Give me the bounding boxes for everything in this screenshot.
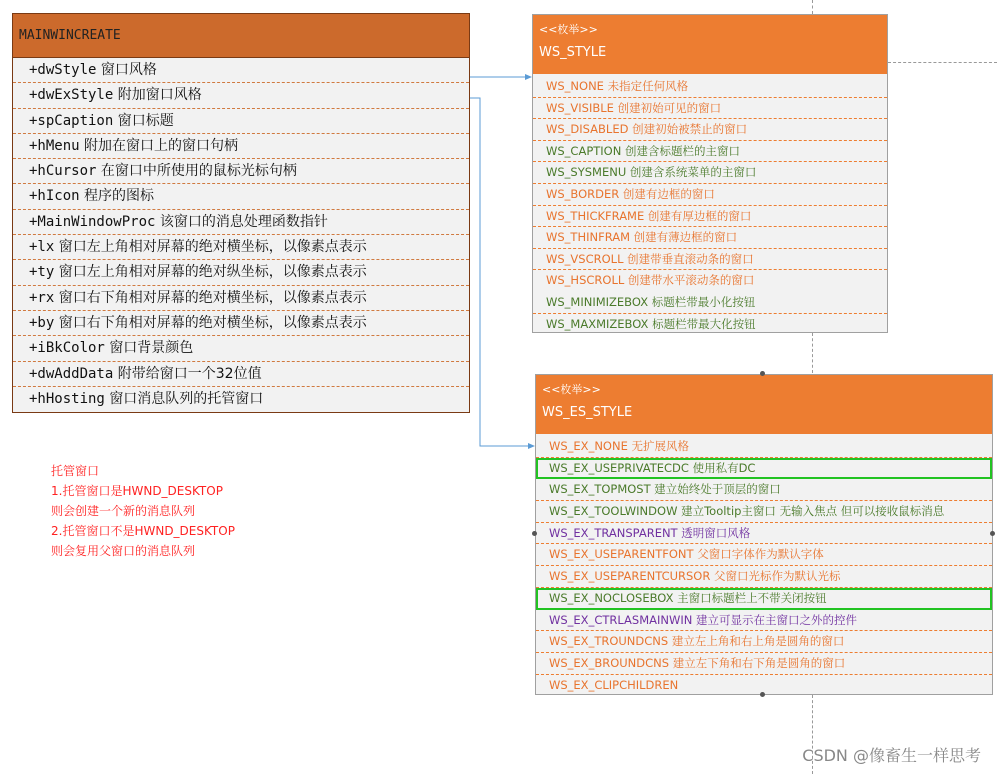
stereotype: <<枚举>> — [539, 23, 598, 36]
field-desc: 窗口右下角相对屏幕的绝对横坐标，以像素点表示 — [58, 289, 367, 306]
note-line: 1.托管窗口是HWND_DESKTOP — [51, 484, 223, 498]
note-line: 2.托管窗口不是HWND_DESKTOP — [51, 524, 235, 538]
enum-item: WS_EX_NONE 无扩展风格 — [536, 436, 992, 458]
enum-item: WS_MINIMIZEBOX 标题栏带最小化按钮 — [533, 292, 887, 314]
field-row — [13, 311, 469, 336]
enum-title: WS_STYLE — [539, 45, 607, 60]
field-row — [13, 159, 469, 184]
note-line: 则会复用父窗口的消息队列 — [51, 544, 196, 558]
stereotype: <<枚举>> — [542, 383, 601, 396]
field-name: +spCaption — [29, 112, 114, 129]
field-desc: 该窗口的消息处理函数指针 — [159, 213, 328, 230]
enum-item: WS_DISABLED 创建初始被禁止的窗口 — [533, 119, 887, 141]
enum-item: WS_EX_TRANSPARENT 透明窗口风格 — [536, 523, 992, 545]
mainwincreate-class-box — [12, 13, 470, 413]
field-row — [13, 210, 469, 235]
note-line: 则会创建一个新的消息队列 — [51, 504, 196, 518]
field-desc: 窗口右下角相对屏幕的绝对横坐标，以像素点表示 — [58, 314, 367, 331]
field-name: +lx — [29, 239, 55, 256]
enum-item: WS_EX_CLIPCHILDREN — [549, 677, 679, 692]
field-desc: 窗口左上角相对屏幕的绝对横坐标，以像素点表示 — [58, 239, 367, 256]
enum-item: WS_SYSMENU 创建含系统菜单的主窗口 — [533, 162, 887, 184]
enum-item: WS_EX_CTRLASMAINWIN 建立可显示在主窗口之外的控件 — [536, 610, 992, 632]
enum-item: WS_CAPTION 创建含标题栏的主窗口 — [533, 141, 887, 163]
field-desc: 附带给窗口一个32位值 — [117, 365, 262, 382]
field-desc: 窗口背景颜色 — [109, 340, 194, 357]
hosting-note — [51, 461, 235, 561]
field-row — [13, 109, 469, 134]
field-desc: 附加在窗口上的窗口句柄 — [84, 137, 239, 154]
enum-item: WS_NONE 未指定任何风格 — [533, 76, 887, 98]
field-name: +hIcon — [29, 188, 80, 205]
field-desc: 窗口标题 — [117, 112, 174, 129]
enum-item: WS_HSCROLL 创建带水平滚动条的窗口 — [546, 273, 755, 288]
field-name: +MainWindowProc — [29, 213, 156, 230]
watermark: CSDN @像畜生一样思考 — [802, 746, 981, 765]
field-name: +dwStyle — [29, 62, 97, 78]
enum-item: WS_EX_USEPARENTFONT 父窗口字体作为默认字体 — [536, 544, 992, 566]
field-row — [13, 235, 469, 260]
field-row — [13, 362, 469, 387]
enum-item: WS_EX_NOCLOSEBOX 主窗口标题栏上不带关闭按钮 — [536, 588, 992, 610]
class-title: MAINWINCREATE — [13, 14, 469, 58]
ws-es-style-enum-box — [535, 374, 993, 695]
field-row — [13, 260, 469, 285]
enum-item: WS_VISIBLE 创建初始可见的窗口 — [533, 98, 887, 120]
field-row — [13, 184, 469, 209]
field-row — [13, 336, 469, 361]
field-row — [13, 134, 469, 159]
ws-style-enum-box — [532, 14, 888, 333]
field-name: +by — [29, 314, 55, 331]
field-row — [13, 387, 469, 412]
note-line: 托管窗口 — [51, 464, 100, 478]
field-desc: 在窗口中所使用的鼠标光标句柄 — [100, 163, 297, 180]
enum-item: WS_EX_USEPRIVATECDC 使用私有DC — [536, 458, 992, 480]
field-desc: 附加窗口风格 — [117, 87, 202, 104]
enum-item: WS_BORDER 创建有边框的窗口 — [533, 184, 887, 206]
field-row — [13, 286, 469, 311]
field-desc: 窗口消息队列的托管窗口 — [109, 390, 264, 407]
field-desc: 程序的图标 — [84, 188, 155, 205]
enum-item: WS_EX_TOOLWINDOW 建立Tooltip主窗口 无输入焦点 但可以接收鼠标消息 — [536, 501, 992, 523]
field-name: +ty — [29, 264, 55, 281]
field-name: +hMenu — [29, 137, 80, 154]
field-row — [13, 83, 469, 108]
field-name: +rx — [29, 289, 55, 306]
field-desc: 窗口风格 — [100, 62, 157, 78]
enum-item: WS_EX_TOPMOST 建立始终处于顶层的窗口 — [536, 479, 992, 501]
enum-item: WS_VSCROLL 创建带垂直滚动条的窗口 — [533, 249, 887, 271]
enum-item: WS_THINFRAM 创建有薄边框的窗口 — [533, 227, 887, 249]
field-desc: 窗口左上角相对屏幕的绝对纵坐标，以像素点表示 — [58, 264, 367, 281]
field-name: +dwAddData — [29, 365, 114, 382]
enum-item: WS_EX_USEPARENTCURSOR 父窗口光标作为默认光标 — [536, 566, 992, 588]
field-name: +hCursor — [29, 163, 97, 180]
enum-item: WS_EX_TROUNDCNS 建立左上角和右上角是圆角的窗口 — [536, 631, 992, 653]
field-name: +dwExStyle — [29, 87, 114, 104]
field-row — [13, 58, 469, 83]
field-name: +iBkColor — [29, 340, 105, 357]
enum-title: WS_ES_STYLE — [542, 405, 633, 420]
field-name: +hHosting — [29, 390, 105, 407]
enum-item: WS_EX_BROUNDCNS 建立左下角和右下角是圆角的窗口 — [536, 653, 992, 675]
enum-item: WS_THICKFRAME 创建有厚边框的窗口 — [533, 206, 887, 228]
enum-item: WS_MAXMIZEBOX 标题栏带最大化按钮 — [546, 316, 756, 331]
